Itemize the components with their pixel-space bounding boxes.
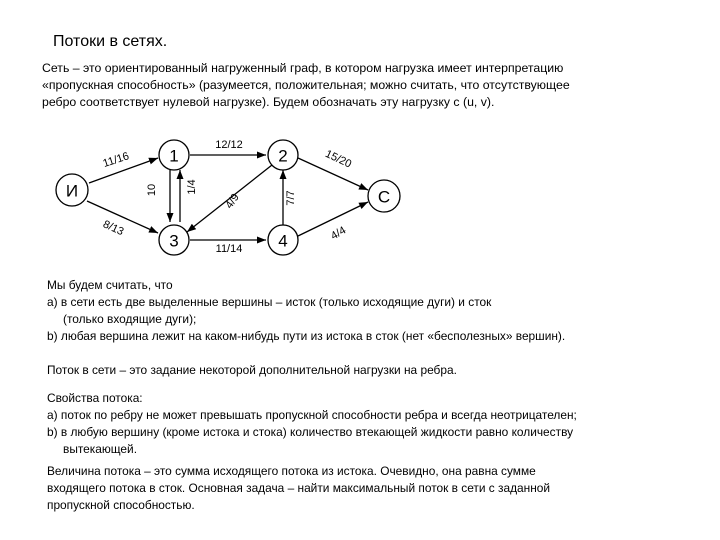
node-2-label: 2 — [278, 146, 288, 166]
edge-label-3-4: 11/14 — [215, 243, 243, 255]
page-title: Потоки в сетях. — [53, 33, 168, 50]
edge-label-1-3: 10 — [146, 183, 158, 197]
node-3-label: 3 — [169, 231, 179, 251]
intro-line: ребро соответствует нулевой нагрузке). Будем обозначать эту нагрузку c (u, v). — [42, 95, 495, 109]
flow-definition: Поток в сети – это задание некоторой дополнительной нагрузки на ребра. — [47, 363, 457, 377]
magnitude-line: Величина потока – это сумма исходящего потока из истока. Очевидно, она равна сумме — [47, 464, 536, 478]
edge-label-4-sink: 4/4 — [328, 224, 349, 243]
node-1-label: 1 — [169, 146, 179, 166]
assumptions-lead: Мы будем считать, что — [47, 278, 173, 292]
assumption-b: b) любая вершина лежит на каком-нибудь пути из истока в сток (нет «бесполезных» вершин). — [47, 329, 566, 343]
flow-magnitude-paragraph — [47, 463, 687, 514]
magnitude-line: входящего потока в сток. Основная задача – найти максимальный поток в сети с заданной — [47, 481, 551, 495]
edge-label-2-3: 4/9 — [223, 191, 242, 211]
node-sink-label: С — [377, 187, 391, 207]
property-b: b) в любую вершину (кроме истока и стока) количество втекающей жидкости равно количеству — [47, 425, 574, 439]
intro-line: «пропускная способность» (разумеется, положительная; можно считать, что отсутствующее — [42, 78, 570, 92]
edge-label-2-sink: 15/20 — [323, 148, 354, 171]
edge-label-source-1: 11/16 — [101, 150, 131, 170]
property-a: а) поток по ребру не может превышать пропускной способности ребра и всегда неотрицателен; — [47, 408, 577, 422]
flow-properties-block — [47, 390, 687, 458]
property-b-continued: вытекающей. — [63, 442, 137, 456]
intro-line: Сеть – это ориентированный нагруженный граф, в котором нагрузка имеет интерпретацию — [42, 61, 564, 75]
edge-label-4-2: 7/7 — [285, 190, 297, 206]
edge-label-source-3: 8/13 — [101, 218, 126, 239]
assumption-a: а) в сети есть две выделенные вершины – исток (только исходящие дуги) и сток — [47, 295, 492, 309]
edge-label-1-2: 12/12 — [215, 139, 243, 151]
properties-lead: Свойства потока: — [47, 391, 143, 405]
magnitude-line: пропускной способностью. — [47, 498, 195, 512]
assumption-a-continued: (только входящие дуги); — [63, 312, 197, 326]
node-source-label: И — [65, 181, 79, 201]
node-4-label: 4 — [278, 231, 288, 251]
assumptions-block — [47, 277, 687, 345]
edge-label-3-1: 1/4 — [186, 179, 198, 195]
